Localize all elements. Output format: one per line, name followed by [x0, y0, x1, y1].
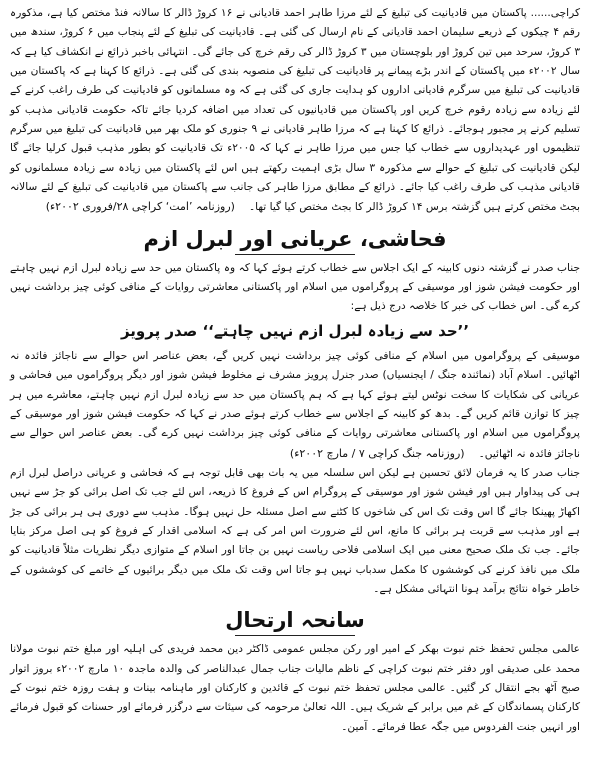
- news-source-citation: (روزنامہ جنگ کراچی ۷ / مارچ ۲۰۰۲ء): [289, 446, 465, 460]
- news-summary-text: موسیقی کے پروگراموں میں اسلام کے منافی کوئی چیز برداشت نہیں کریں گے، بعض عناصر اس حوالے سے ناجائز فائدہ نہ اٹھائیں۔ اسلام آباد (نمائندہ جنگ / ایجنسیاں) صدر جنرل پرویز مشرف نے مخلوط فیشن شوز اور دیگر پروگراموں میں فحاشی و عریانی کی شکایات کا سخت نوٹس لیتے ہوئے کہا ہے کہ ہم پاکستان میں حد سے زیادہ لبرل ازم نہیں چاہتے، معاشرے میں ہر چیز کا توازن قائم کریں گے۔ بدھ کو کابینہ کے اجلاس سے خطاب کرتے ہوئے صدر نے کہا کہ حکومت فیشن شوز اور موسیقی کے پروگراموں میں اسلام اور پاکستانی معاشرتی روایات کے منافی کوئی چیز برداشت نہیں کرے گی۔ بعض عناصر اس حوالے سے ناجائز فائدہ نہ اٹھائیں۔: [10, 349, 580, 460]
- intro-text: کراچی...... پاکستان میں قادیانیت کی تبلیغ کے لئے مرزا طاہر احمد قادیانی نے ۱۶ کروڑ ڈالر کا سالانہ فنڈ مختص کیا ہے، مذکورہ رقم ۴ چیکوں کے ذریعے سلیمان احمد قادیانی کے نام ارسال کی گئی ہے۔ قادیانیت کی تبلیغ کے لئے پنجاب میں ۶ کروڑ، سندھ میں ۳ کروڑ، سرحد میں تین کروڑ اور بلوچستان میں ۳ کروڑ ڈالر کی رقم خرچ کی جائے گی۔ انتہائی باخبر ذرائع نے انکشاف کیا ہے کہ سال ۲۰۰۲ء میں پاکستان کے اندر بڑے پیمانے پر قادیانیت کی تبلیغ کی منصوبہ بندی کی گئی ہے۔ ذرائع کا کہنا ہے کہ پاکستان میں قادیانیت کی تبلیغ میں سرگرم قادیانی اداروں کو ہدایت جاری کی گئی ہے کہ وہ مسلمانوں کو قادیانیت کی طرف راغب کرنے کے لئے زیادہ سے زیادہ رقوم خرچ کریں اور پاکستان میں قادیانیوں کی تعداد میں اضافہ کردیا جائے تاکہ حکومت قادیانی مذہب کو تسلیم کرنے پر مجبور ہوجائے۔ ذرائع کا کہنا ہے کہ مرزا طاہر قادیانی نے ۹ جنوری کو ملک بھر میں قادیانیت کی تبلیغ میں سرگرم تنظیموں اور عہدیداروں سے خطاب کیا جس میں مرزا طاہر نے کہا کہ ۲۰۰۵ء تک قادیانیت کو بطور مذہب قبول کرلیا جائے گا لیکن قادیانیت کی تبلیغ کے حوالے سے مذکورہ ۳ سال بڑی اہمیت رکھتے ہیں اس لئے پاکستان میں زیادہ سے زیادہ مسلمانوں کو قادیانی مذہب کی طرف راغب کیا جائے۔ ذرائع کے مطابق مرزا طاہر کی جانب سے پاکستان میں قادیانیت کی تبلیغ کے لئے سالانہ بجٹ مختص کرتے ہیں گزشتہ برس ۱۴ کروڑ ڈالر کا بجٹ مختص کیا گیا تھا۔: [10, 7, 581, 214]
- president-speech-paragraph: جناب صدر نے گزشتہ دنوں کابینہ کے ایک اجلاس سے خطاب کرتے ہوئے کہا کہ وہ پاکستان میں حد سے زیادہ لبرل ازم نہیں چاہتے اور حکومت فیشن شوز اور موسیقی کے پروگراموں میں اسلام اور پاکستانی معاشرتی روایات کے منافی کوئی چیز برداشت نہیں کرے گی۔ اس خطاب کی خبر کا خلاصہ درج ذیل ہے:: [10, 261, 580, 313]
- heading-underline-2: [235, 635, 355, 636]
- intro-source-citation: (روزنامہ ’امت‘ کراچی ۲۸/فروری ۲۰۰۲ء): [45, 200, 235, 214]
- heading-underline: [235, 254, 355, 255]
- commentary-paragraph: جناب صدر کا یہ فرمان لائق تحسین ہے لیکن اس سلسلہ میں یہ بات بھی قابل توجہ ہے کہ فحاشی و عریانی دراصل لبرل ازم ہی کی پیداوار ہیں اور فیشن شوز اور موسیقی کے پروگرام اس کے فروغ کا ذریعہ، اس لئے جب تک اصل برائی کو جڑ سے نہیں اکھاڑ پھینکا جائے گا اس وقت تک اس کی شاخوں کا کٹنے سے اصل مسئلہ حل نہیں ہوگا۔ مذہب سے دوری ہی ہر برائی کی جڑ ہے اور مذہب سے قربت ہر برائی کا مانع، اس لئے ضرورت اس امر کی ہے کہ اسلامی اقدار کے فروغ کو ہی اصل مرکز بنایا جائے۔ جب تک ملک صحیح معنی میں ایک اسلامی فلاحی ریاست نہیں بن جاتا اور اسلام کے متوازی دیگر نظریات مثلاً قادیانیت کو ملک میں نافذ کرنے کی کوششوں کا مکمل سدباب نہیں ہو جاتا اس وقت تک ملک میں دیگر برائیوں کے خاتمے کی کوششوں کے خاطر خواہ نتائج برآمد ہونا انتہائی مشکل ہے۔: [10, 466, 580, 595]
- intro-paragraph: [10, 4, 580, 218]
- bereavement-paragraph: عالمی مجلس تحفظ ختم نبوت بھکر کے امیر اور رکن مجلس عمومی ڈاکٹر دین محمد فریدی کی اہلیہ اور مبلغ ختم نبوت مولانا محمد علی صدیقی اور دفتر ختم نبوت کراچی کے ناظم مالیات جناب جمال عبدالناصر کی والدہ ماجدہ ۱۰ مارچ ۲۰۰۲ء بروز اتوار صبح آٹھ بجے انتقال کر گئیں۔ عالمی مجلس تحفظ ختم نبوت کے قائدین و کارکنان اور ماہنامہ بینات و ہفت روزہ ختم نبوت کے کارکنان پسماندگان کے غم میں برابر کے شریک ہیں۔ اللہ تعالیٰ مرحومہ کی سیئات سے درگزر فرمائے اور حسنات کو قبول فرمائے اور انہیں جنت الفردوس میں جگہ عطا فرمائے۔ آمین۔: [10, 643, 580, 733]
- section-heading-obscenity: فحاشی، عریانی اور لبرل ازم: [143, 226, 447, 251]
- news-summary-paragraph: [10, 347, 580, 464]
- news-quote-heading: ’’حد سے زیادہ لبرل ازم نہیں چاہتے‘‘ صدر پرویز: [120, 321, 470, 340]
- section-heading-bereavement: سانحہ ارتحال: [225, 608, 365, 633]
